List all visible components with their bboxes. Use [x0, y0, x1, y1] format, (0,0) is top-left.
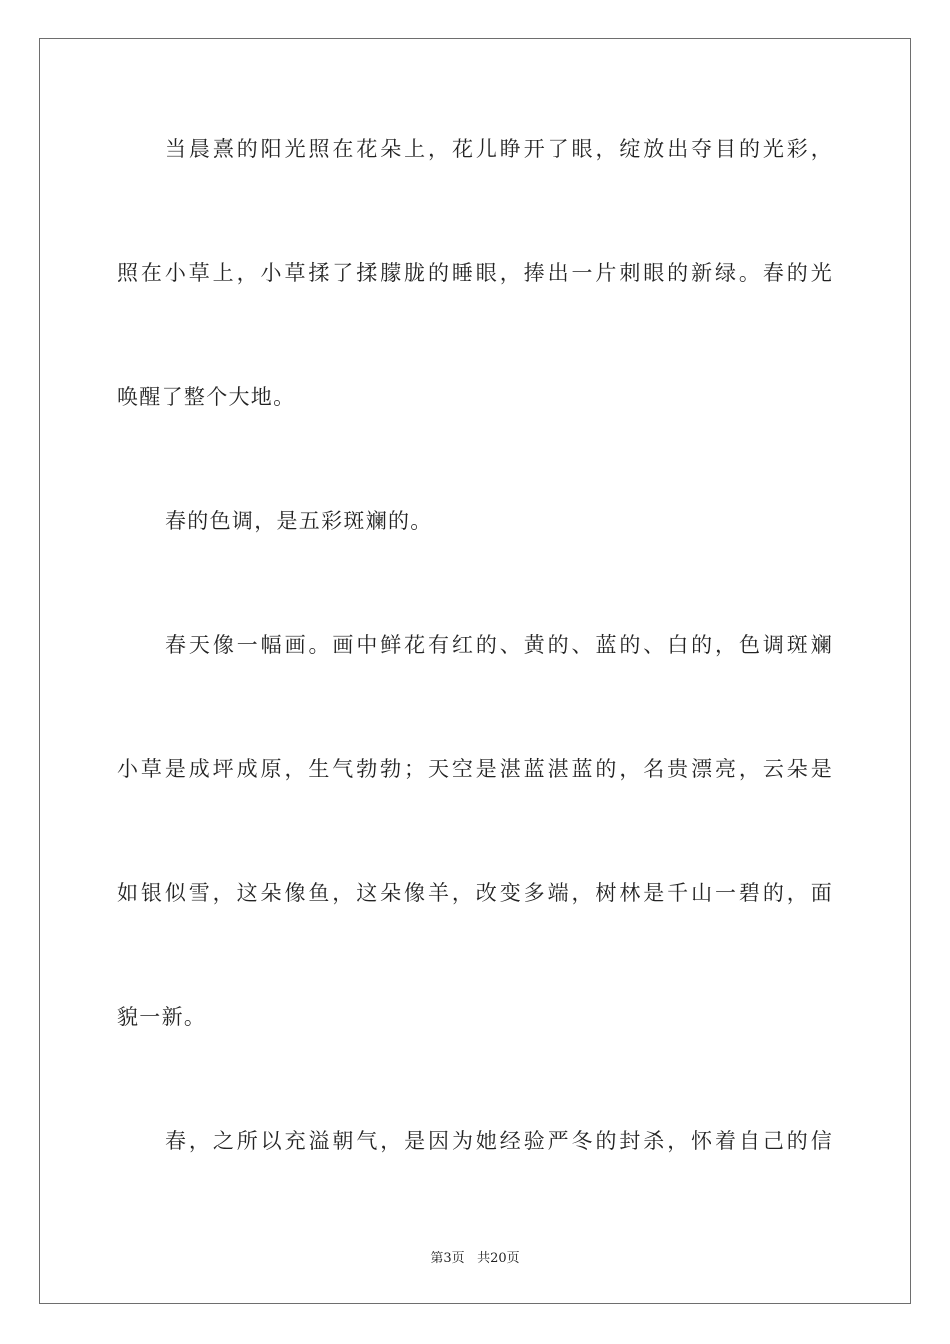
paragraph-line: 照在小草上，小草揉了揉朦胧的睡眼，捧出一片刺眼的新绿。春的光 [117, 261, 833, 285]
paragraph-line: 春天像一幅画。画中鲜花有红的、黄的、蓝的、白的，色调斑斓 [165, 633, 833, 657]
paragraph-line: 当晨熹的阳光照在花朵上，花儿睁开了眼，绽放出夺目的光彩， [165, 137, 833, 161]
page-footer [0, 1247, 950, 1266]
page-number: 第3页 [430, 1251, 465, 1266]
paragraph-line: 如银似雪，这朵像鱼，这朵像羊，改变多端，树林是千山一碧的，面 [117, 881, 833, 905]
total-pages: 共20页 [477, 1251, 520, 1266]
paragraph-line: 春的色调，是五彩斑斓的。 [165, 509, 433, 533]
paragraph-line: 春，之所以充溢朝气，是因为她经验严冬的封杀，怀着自己的信 [165, 1129, 833, 1153]
paragraph-line: 小草是成坪成原，生气勃勃；天空是湛蓝湛蓝的，名贵漂亮，云朵是 [117, 757, 833, 781]
paragraph-line: 貌一新。 [117, 1005, 207, 1029]
page-border [39, 38, 911, 1304]
paragraph-line: 唤醒了整个大地。 [117, 385, 296, 409]
